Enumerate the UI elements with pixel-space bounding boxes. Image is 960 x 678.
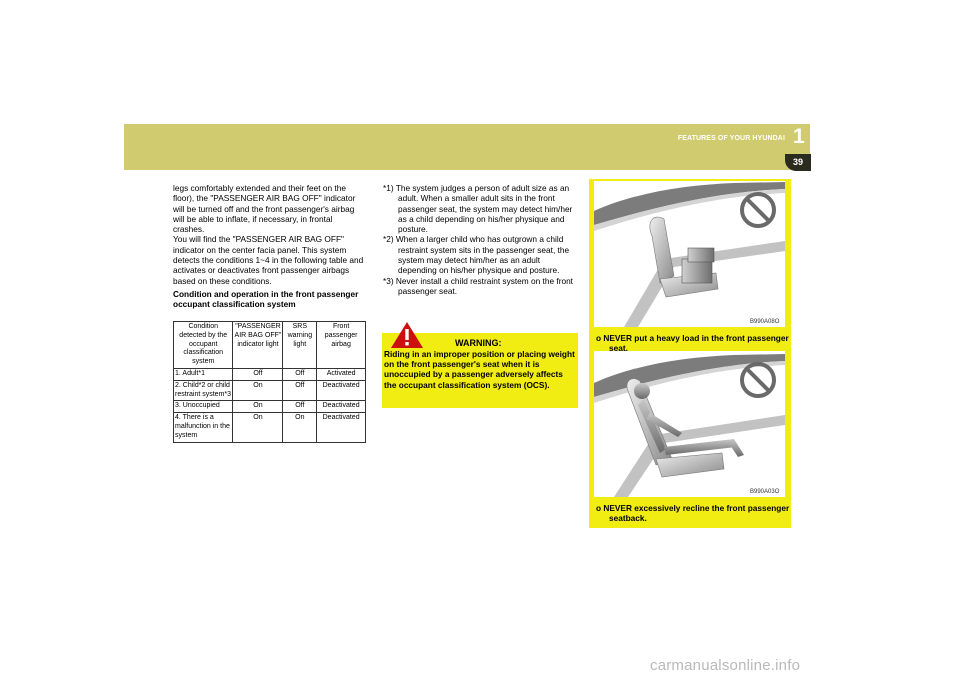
illustration-caption: o NEVER excessively recline the front passenger seatback. [596, 503, 790, 524]
table-cell: Activated [317, 368, 366, 380]
warning-body: Riding in an improper position or placing weight on the front passenger's seat when it is unoccupied by a passenger adversely affects the occupant classification system (OCS). [384, 349, 575, 390]
table-cell: Off [283, 401, 317, 413]
table-row [174, 380, 366, 401]
table-cell: Off [283, 380, 317, 401]
footnotes-column [383, 183, 578, 296]
table-cell: Off [283, 368, 317, 380]
warning-title: WARNING: [455, 338, 502, 348]
watermark: carmanualsonline.info [650, 657, 801, 674]
body-paragraph: legs comfortably extended and their feet on the floor), the "PASSENGER AIR BAG OFF" indicator will be turned off and the front passenger's airbag will be able to inflate, if necessary, in frontal crashes. [173, 183, 356, 235]
figure-code: B990A08O [750, 319, 780, 325]
page-number: 39 [793, 157, 804, 167]
left-column [173, 183, 366, 310]
table-cell: 2. Child*2 or child restraint system*3 [174, 380, 233, 401]
illustration-reclined-seat [594, 351, 785, 497]
table-cell: On [233, 401, 283, 413]
table-cell: 3. Unoccupied [174, 401, 233, 413]
section-title: FEATURES OF YOUR HYUNDAI [677, 135, 785, 142]
warning-triangle-icon [390, 321, 424, 349]
table-header: SRS warning light [283, 322, 317, 369]
table-cell: 4. There is a malfunction in the system [174, 413, 233, 442]
body-paragraph: You will find the "PASSENGER AIR BAG OFF" indicator on the center facia panel. This system detects the conditions 1~4 in the following table and activates or deactivates front passenger airbags based on these conditions. [173, 234, 364, 286]
table-cell: Deactivated [317, 413, 366, 442]
illustration-heavy-load [594, 181, 785, 327]
table-cell: Off [233, 368, 283, 380]
table-row [174, 401, 366, 413]
table-header: Condition detected by the occupant classification system [174, 322, 233, 369]
figure-code: B990A03O [750, 489, 780, 495]
chapter-number: 1 [793, 125, 805, 148]
prohibition-icon [739, 361, 777, 399]
illustration-caption: o NEVER put a heavy load in the front passenger seat. [596, 333, 789, 354]
table-header: Front passenger airbag [317, 322, 366, 369]
table-cell: Deactivated [317, 401, 366, 413]
table-cell: On [233, 380, 283, 401]
footnote: *3) Never install a child restraint system on the front passenger seat. [383, 275, 573, 296]
table-header-row [174, 322, 366, 369]
table-cell: 1. Adult*1 [174, 368, 233, 380]
occupant-classification-table [173, 321, 366, 443]
table-row [174, 368, 366, 380]
table-header: "PASSENGER AIR BAG OFF" indicator light [233, 322, 283, 369]
table-cell: On [283, 413, 317, 442]
table-cell: On [233, 413, 283, 442]
footnote: *2) When a larger child who has outgrown a child restraint system sits in the passenger seat, the system may detect him/her as an adult depending on his/her physique and posture. [383, 234, 570, 276]
table-row [174, 413, 366, 442]
footnote: *1) The system judges a person of adult size as an adult. When a smaller adult sits in the front passenger seat, the system may detect him/her as a child depending on his/her physique and posture. [383, 183, 573, 235]
table-cell: Deactivated [317, 380, 366, 401]
header-band [124, 124, 810, 170]
prohibition-icon [739, 191, 777, 229]
section-heading: Condition and operation in the front passenger occupant classification system [173, 288, 359, 310]
